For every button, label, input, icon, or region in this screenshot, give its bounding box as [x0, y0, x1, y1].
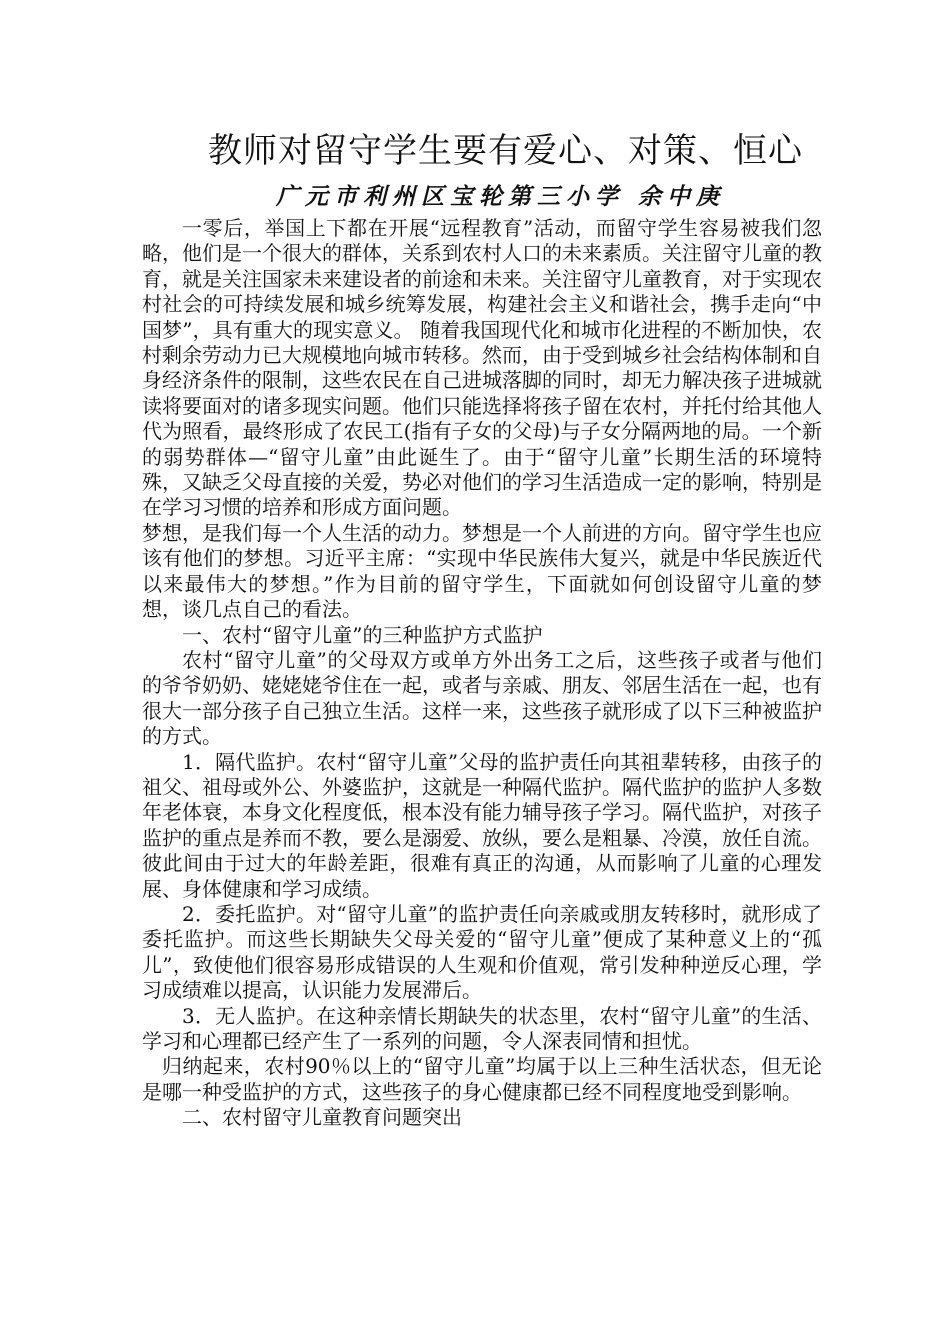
paragraph-intro: 一零后，举国上下都在开展“远程教育”活动，而留守学生容易被我们忽略，他们是一个很大的群体，关系到农村人口的未来素质。关注留守儿童的教育，就是关注国家未来建设者的前途和未来。关注留守儿童教育，对于实现农村社会的可持续发展和城乡统筹发展，构建社会主义和谐社会，携手走向“中国梦”，具有重大的现实意义。 随着我国现代化和城市化进程的不断加快，农村剩余劳动力已大规模地向城市转移。然而，由于受到城乡社会结构体制和自身经济条件的限制，这些农民在自己进城落脚的同时，却无力解决孩子进城就读将要面对的诸多现实问题。他们只能选择将孩子留在农村，并托付给其他人代为照看，最终形成了农民工(指有子女的父母)与子女分隔两地的局。一个新的弱势群体—“留守儿童”由此诞生了。由于“留守儿童”长期生活的环境特殊，又缺乏父母直接的关爱，势必对他们的学习生活造成一定的影响，特别是在学习习惯的培养和形成方面问题。 [142, 216, 822, 520]
document-title: 教师对留守学生要有爱心、对策、恒心 [208, 131, 803, 171]
section-heading-1: 一、农村“留守儿童”的三种监护方式监护 [182, 622, 543, 647]
paragraph-dream: 梦想，是我们每一个人生活的动力。梦想是一个人前进的方向。留守学生也应该有他们的梦想。习近平主席：“实现中华民族伟大复兴，就是中华民族近代以来最伟大的梦想。”作为目前的留守学生，下面就如何创设留守儿童的梦想，谈几点自己的看法。 [142, 520, 822, 622]
document-page [142, 128, 822, 1131]
author-byline: 广元市利州区宝轮第三小学 余中庚 [276, 183, 726, 210]
paragraph-no-supervision: 3．无人监护。在这种亲情长期缺失的状态里，农村“留守儿童”的生活、学习和心理都已经产生了一系列的问题，令人深表同情和担忧。 [142, 1003, 822, 1053]
paragraph-generational-supervision: 1．隔代监护。农村“留守儿童”父母的监护责任向其祖辈转移，由孩子的祖父、祖母或外公、外婆监护，这就是一种隔代监护。隔代监护的监护人多数年老体衰，本身文化程度低，根本没有能力辅导孩子学习。隔代监护，对孩子监护的重点是养而不教，要么是溺爱、放纵，要么是粗暴、冷漠，放任自流。彼此间由于过大的年龄差距，很难有真正的沟通，从而影响了儿童的心理发展、身体健康和学习成绩。 [142, 749, 822, 901]
document-body [142, 216, 822, 1131]
paragraph-summary: 归纳起来，农村90％以上的“留守儿童”均属于以上三种生活状态，但无论是哪一种受监护的方式，这些孩子的身心健康都已经不同程度地受到影响。 [142, 1054, 822, 1104]
section-heading-2: 二、农村留守儿童教育问题突出 [182, 1105, 462, 1130]
paragraph-entrusted-supervision: 2．委托监护。对“留守儿童”的监护责任向亲戚或朋友转移时，就形成了委托监护。而这些长期缺失父母关爱的“留守儿童”便成了某种意义上的“孤儿”，致使他们很容易形成错误的人生观和价值观，常引发种种逆反心理，学习成绩难以提高，认识能力发展滞后。 [142, 901, 822, 1003]
paragraph-supervision-overview: 农村“留守儿童”的父母双方或单方外出务工之后，这些孩子或者与他们的爷爷奶奶、姥姥姥爷住在一起，或者与亲戚、朋友、邻居生活在一起，也有很大一部分孩子自己独立生活。这样一来，这些孩子就形成了以下三种被监护的方式。 [142, 647, 822, 749]
